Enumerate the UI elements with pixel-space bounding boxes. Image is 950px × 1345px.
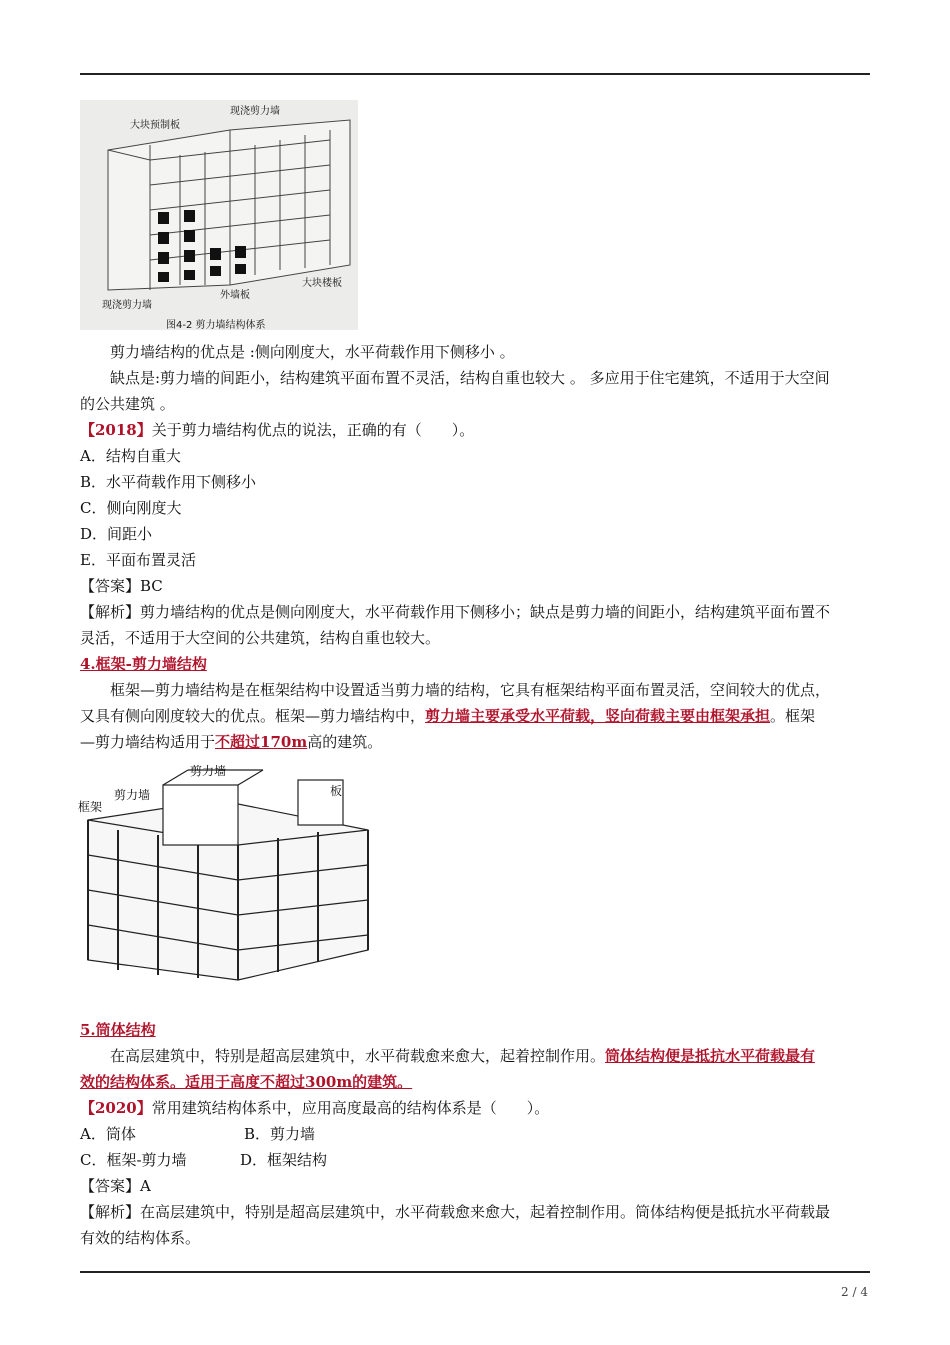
text: 在高层建筑中，特别是超高层建筑中，水平荷载愈来愈大，起着控制作用。 bbox=[110, 1047, 606, 1065]
option: C．框架-剪力墙 bbox=[80, 1151, 187, 1169]
option: A．筒体 bbox=[80, 1125, 136, 1143]
figure-label: 板 bbox=[330, 784, 343, 798]
figure-label: 外墙板 bbox=[220, 290, 250, 301]
question-text: 常用建筑结构体系中，应用高度最高的结构体系是（ ）。 bbox=[151, 1099, 550, 1117]
header-rule bbox=[80, 73, 870, 75]
paragraph bbox=[80, 732, 382, 752]
option: B．剪力墙 bbox=[244, 1125, 316, 1143]
text: 又具有侧向刚度较大的优点。框架—剪力墙结构中， bbox=[80, 707, 426, 725]
option: D．框架结构 bbox=[240, 1151, 328, 1169]
question-2018 bbox=[80, 420, 474, 440]
highlight: 剪力墙主要承受水平荷载，竖向荷载主要由框架承担 bbox=[425, 707, 771, 725]
figure-label: 大块楼板 bbox=[302, 278, 342, 289]
text: 。框架 bbox=[770, 707, 816, 725]
section-heading-5: 5.筒体结构 bbox=[80, 1021, 156, 1039]
figure-label: 剪力墙 bbox=[190, 764, 227, 778]
year-tag: 【2020】 bbox=[80, 1099, 152, 1117]
explanation: 【解析】在高层建筑中，特别是超高层建筑中，水平荷载愈来愈大，起着控制作用。筒体结构便是抵抗水平荷载最 bbox=[80, 1203, 831, 1221]
text: —剪力墙结构适用于 bbox=[80, 733, 216, 751]
figure-label: 现浇剪力墙 bbox=[230, 106, 280, 117]
highlight: 效的结构体系。适用于高度不超过300m的建筑。 bbox=[80, 1073, 413, 1091]
answer: 【答案】A bbox=[80, 1177, 151, 1195]
footer-rule bbox=[80, 1271, 870, 1273]
option: C．侧向刚度大 bbox=[80, 499, 182, 517]
paragraph: 缺点是:剪力墙的间距小，结构建筑平面布置不灵活，结构自重也较大 。 多应用于住宅建筑，不适用于大空间 bbox=[110, 369, 830, 387]
explanation: 有效的结构体系。 bbox=[80, 1229, 201, 1247]
paragraph bbox=[110, 1046, 815, 1066]
answer: 【答案】BC bbox=[80, 577, 163, 595]
highlight: 筒体结构便是抵抗水平荷载最有 bbox=[605, 1047, 816, 1065]
paragraph bbox=[80, 706, 815, 726]
highlight: 不超过170m bbox=[215, 733, 308, 751]
figure-label: 大块预制板 bbox=[130, 120, 180, 131]
option: D．间距小 bbox=[80, 525, 153, 543]
figure-caption: 图4-2 剪力墙结构体系 bbox=[166, 320, 266, 331]
page-number: 2 / 4 bbox=[841, 1285, 868, 1299]
year-tag: 【2018】 bbox=[80, 421, 152, 439]
figure-frame-shear-wall bbox=[78, 760, 378, 995]
figure-shear-wall-structure bbox=[80, 100, 358, 330]
question-text: 关于剪力墙结构优点的说法，正确的有（ ）。 bbox=[151, 421, 475, 439]
option: E．平面布置灵活 bbox=[80, 551, 196, 569]
option: A．结构自重大 bbox=[80, 447, 181, 465]
figure-label: 剪力墙 bbox=[114, 788, 151, 802]
figure-label: 现浇剪力墙 bbox=[102, 300, 152, 311]
explanation: 灵活，不适用于大空间的公共建筑，结构自重也较大。 bbox=[80, 629, 441, 647]
paragraph: 剪力墙结构的优点是 :侧向刚度大，水平荷载作用下侧移小 。 bbox=[110, 343, 515, 361]
text: 高的建筑。 bbox=[307, 733, 383, 751]
paragraph: 框架—剪力墙结构是在框架结构中设置适当剪力墙的结构，它具有框架结构平面布置灵活，空间较大的优点， bbox=[110, 681, 831, 699]
section-heading-4: 4.框架-剪力墙结构 bbox=[80, 655, 207, 673]
paragraph: 的公共建筑 。 bbox=[80, 395, 175, 413]
question-2020 bbox=[80, 1098, 549, 1118]
option: B．水平荷载作用下侧移小 bbox=[80, 473, 257, 491]
explanation: 【解析】剪力墙结构的优点是侧向刚度大，水平荷载作用下侧移小；缺点是剪力墙的间距小，结构建筑平面布置不 bbox=[80, 603, 831, 621]
figure-label: 框架 bbox=[78, 800, 103, 814]
